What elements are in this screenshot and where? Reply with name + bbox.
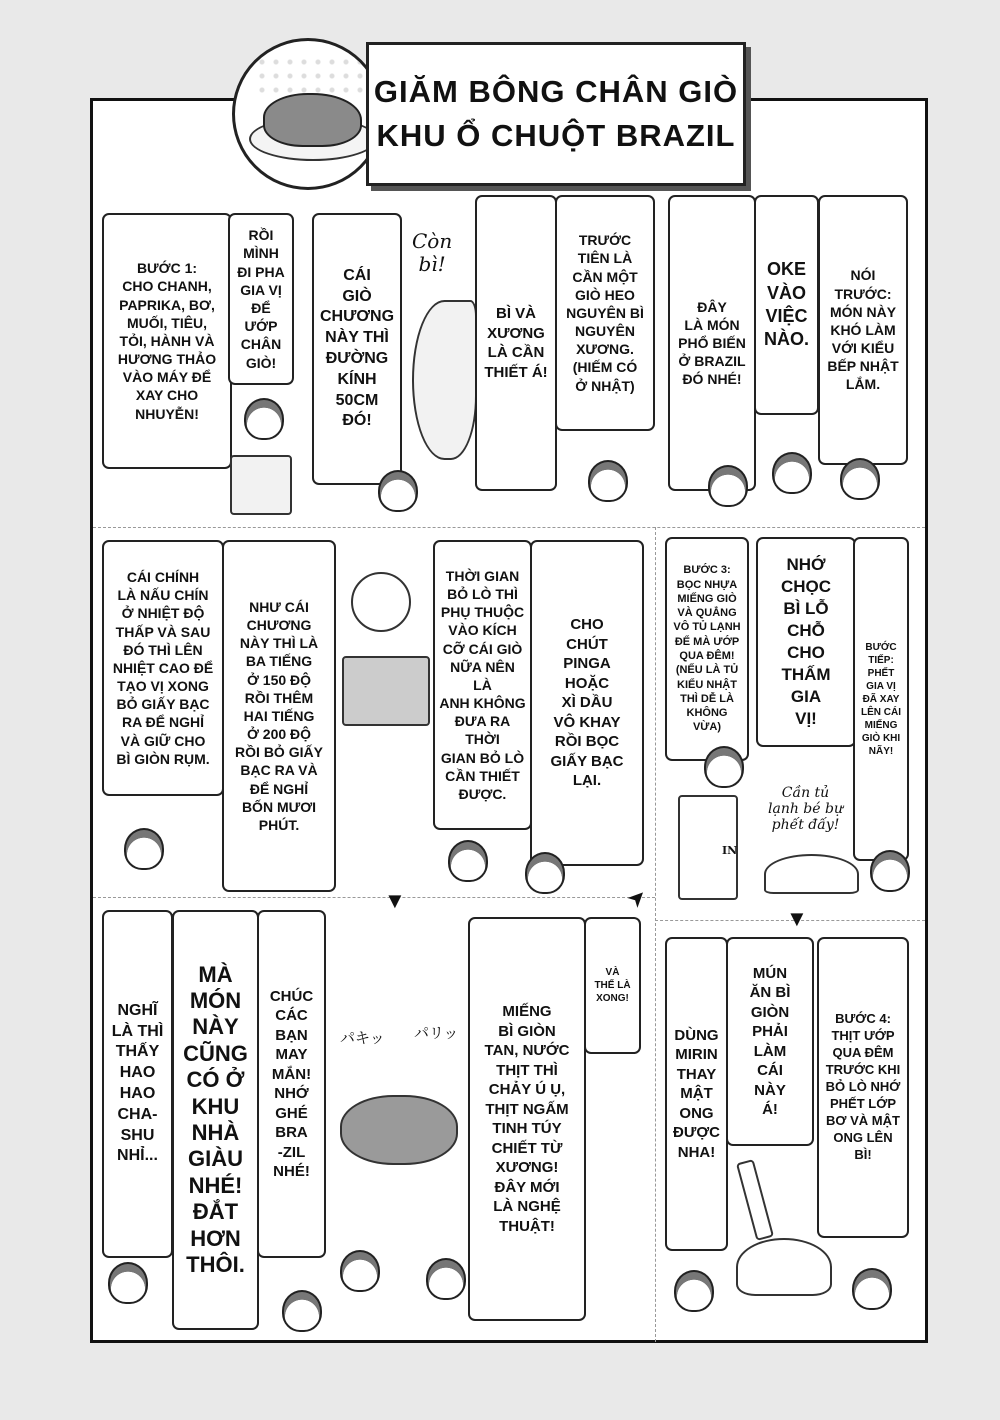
speech-bubble: CHO CHÚT PINGA HOẶC XÌ DẦU VÔ KHAY RỒI BỌC GIẤY BẠC LẠI. (530, 540, 644, 866)
character-face (525, 852, 565, 894)
pork-leg-illustration (412, 300, 477, 460)
speech-bubble: NHƯ CÁI CHƯƠNG NÀY THÌ LÀ BA TIẾNG Ở 150 ĐỘ RỒI THÊM HAI TIẾNG Ở 200 ĐỘ RỒI BỎ GIẤY BẠC RA VÀ ĐỂ NGHỈ BỐN MƯƠI PHÚT. (222, 540, 336, 892)
handwritten-note: Còn bì! (412, 229, 453, 276)
ham-plate-illustration (232, 38, 384, 190)
speech-bubble: MÚN ĂN BÌ GIÒN PHẢI LÀM CÁI NÀY Á! (726, 937, 814, 1146)
character-face (108, 1262, 148, 1304)
speech-bubble: CÁI CHÍNH LÀ NẤU CHÍN Ở NHIỆT ĐỘ THẤP VÀ SAU ĐÓ THÌ LÊN NHIỆT CAO ĐỂ TẠO VỊ XONG BỎ GIẤY BẠC RA ĐỂ NGHỈ VÀ GIỮ CHO BÌ GIÒN RỤM. (102, 540, 224, 796)
character-face (840, 458, 880, 500)
speech-bubble: CHÚC CÁC BẠN MAY MẮN! NHỚ GHÉ BRA -ZIL NHÉ! (257, 910, 326, 1258)
panel-divider (93, 897, 655, 898)
handwritten-note: Cần tủ lạnh bé bự phết đấy! (768, 785, 843, 834)
character-face (340, 1250, 380, 1292)
speech-bubble: ĐÂY LÀ MÓN PHỔ BIẾN Ở BRAZIL ĐÓ NHÉ! (668, 195, 756, 491)
character-face (426, 1258, 466, 1300)
sound-effect: パリッ (414, 1024, 459, 1042)
character-face (772, 452, 812, 494)
panel-divider (93, 527, 925, 528)
sound-effect: パキッ (340, 1029, 385, 1047)
title-box (366, 42, 746, 186)
speech-bubble: NGHĨ LÀ THÌ THẤY HAO HAO CHA- SHU NHỈ... (102, 910, 173, 1258)
ham-illustration (736, 1238, 832, 1296)
blender-illustration (230, 455, 292, 515)
character-face (378, 470, 418, 512)
speech-bubble: BƯỚC 4: THỊT ƯỚP QUA ĐÊM TRƯỚC KHI BỎ LÒ NHỚ PHẾT LỚP BƠ VÀ MẬT ONG LÊN BÌ! (817, 937, 909, 1238)
speech-bubble: TRƯỚC TIÊN LÀ CẦN MỘT GIÒ HEO NGUYÊN BÌ NGUYÊN XƯƠNG. (HIẾM CÓ Ở NHẬT) (555, 195, 655, 431)
title-line-1: GIĂM BÔNG CHÂN GIÒ (373, 74, 739, 109)
speech-bubble: NHỚ CHỌC BÌ LỖ CHỖ CHO THẤM GIA VỊ! (756, 537, 856, 747)
panel-divider (655, 527, 656, 1342)
speech-bubble: DÙNG MIRIN THAY MẬT ONG ĐƯỢC NHA! (665, 937, 728, 1251)
character-face (124, 828, 164, 870)
speech-bubble: RỒI MÌNH ĐI PHA GIA VỊ ĐỂ ƯỚP CHÂN GIÒ! (228, 213, 294, 385)
speech-bubble: MIẾNG BÌ GIÒN TAN, NƯỚC THỊT THÌ CHẢY Ú Ụ, THỊT NGẤM TINH TÚY CHIẾT TỪ XƯƠNG! ĐÂY MỚI LÀ NGHỆ THUẬT! (468, 917, 586, 1321)
speech-bubble: MÀ MÓN NÀY CŨNG CÓ Ở KHU NHÀ GIÀU NHÉ! ĐẮT HƠN THÔI. (172, 910, 259, 1330)
character-face (282, 1290, 322, 1332)
character-face (852, 1268, 892, 1310)
oven-illustration (342, 656, 430, 726)
speech-bubble: BƯỚC TIẾP: PHẾT GIA VỊ ĐÃ XAY LÊN CÁI MIẾNG GIÒ KHI NÃY! (853, 537, 909, 861)
in-label: IN (722, 844, 738, 857)
character-face (588, 460, 628, 502)
character-face (704, 746, 744, 788)
character-face (870, 850, 910, 892)
speech-bubble: NÓI TRƯỚC: MÓN NÀY KHÓ LÀM VỚI KIỂU BẾP NHẬT LẮM. (818, 195, 908, 465)
speech-bubble: THỜI GIAN BỎ LÒ THÌ PHỤ THUỘC VÀO KÍCH CỠ CÁI GIÒ NỮA NÊN LÀ ANH KHÔNG ĐƯA RA THỜI GIAN BỎ LÒ CẦN THIẾT ĐƯỢC. (433, 540, 532, 830)
arrow-down-icon: ▼ (384, 888, 406, 913)
arrow-icon: ➤ (621, 882, 653, 914)
character-face (674, 1270, 714, 1312)
ham-illustration (764, 854, 859, 894)
speech-bubble: BƯỚC 1: CHO CHANH, PAPRIKA, BƠ, MUỐI, TIÊU, TỎI, HÀNH VÀ HƯƠNG THẢO VÀO MÁY ĐỂ XAY CHO NHUYỄN! (102, 213, 232, 469)
title-line-2: KHU Ổ CHUỘT BRAZIL (376, 118, 736, 153)
character-face (708, 465, 748, 507)
clock-icon (351, 572, 411, 632)
speech-bubble: VÀ THẾ LÀ XONG! (584, 917, 641, 1054)
speech-bubble: CÁI GIÒ CHƯƠNG NÀY THÌ ĐƯỜNG KÍNH 50CM ĐÓ! (312, 213, 402, 485)
speech-bubble: BƯỚC 3: BỌC NHỰA MIẾNG GIÒ VÀ QUẲNG VÔ TỦ LẠNH ĐỂ MÀ ƯỚP QUA ĐÊM! (NẾU LÀ TỦ KIỂU NHẬT THÌ DỄ LÀ KHÔNG VỪA) (665, 537, 749, 761)
arrow-down-icon: ▼ (786, 906, 808, 931)
speech-bubble: OKE VÀO VIỆC NÀO. (754, 195, 819, 415)
speech-bubble: BÌ VÀ XƯƠNG LÀ CẦN THIẾT Á! (475, 195, 557, 491)
character-face (448, 840, 488, 882)
roasted-ham-illustration (340, 1095, 458, 1165)
character-face (244, 398, 284, 440)
